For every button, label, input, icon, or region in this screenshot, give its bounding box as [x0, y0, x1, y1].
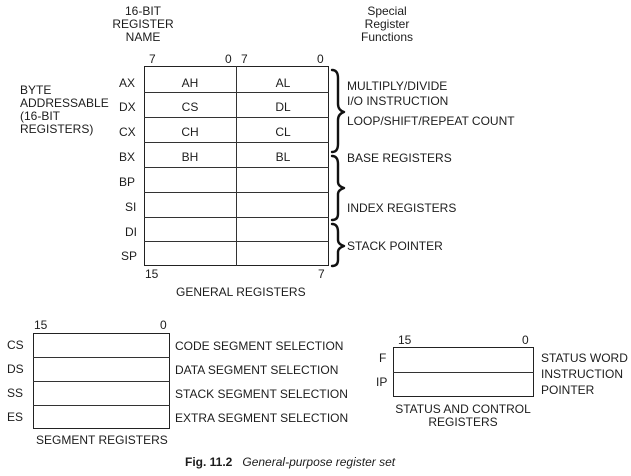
row-divider	[33, 381, 170, 382]
row-divider	[393, 372, 534, 373]
reg-name-ax: AX	[119, 76, 136, 90]
row-divider	[144, 117, 329, 118]
segment-registers-label: SEGMENT REGISTERS	[36, 433, 168, 447]
row-divider	[144, 142, 329, 143]
seg-desc-stack: STACK SEGMENT SELECTION	[175, 387, 348, 401]
cell-bh: BH	[181, 150, 199, 164]
fn-multiply-divide: MULTIPLY/DIVIDE	[347, 79, 448, 93]
reg-name-si: SI	[125, 200, 137, 214]
status-desc-pointer: POINTER	[541, 383, 595, 397]
fn-stack-pointer: STACK POINTER	[347, 239, 443, 253]
seg-bit-15: 15	[34, 318, 48, 332]
seg-bit-0: 0	[160, 318, 167, 332]
reg-name-cx: CX	[119, 125, 136, 139]
reg-name-sp: SP	[121, 249, 138, 263]
row-divider	[144, 167, 329, 168]
gr-bit-0-high: 0	[225, 52, 232, 66]
status-desc-word: STATUS WORD	[541, 351, 628, 365]
reg-name-bp: BP	[119, 175, 136, 189]
status-name-f: F	[379, 351, 387, 365]
gr-bit-15-bottom: 15	[145, 267, 159, 281]
reg-name-di: DI	[125, 225, 137, 239]
row-divider	[33, 357, 170, 358]
row-divider	[144, 92, 329, 93]
reg-name-dx: DX	[119, 100, 136, 114]
gr-bit-7-low: 7	[241, 52, 248, 66]
cell-ch: CH	[181, 125, 199, 139]
fn-index-registers: INDEX REGISTERS	[347, 201, 457, 215]
cell-dx-high: CS	[181, 100, 199, 114]
seg-name-cs: CS	[7, 338, 24, 352]
byte-divider	[236, 66, 237, 266]
gr-bit-7-bottom: 7	[318, 267, 325, 281]
function-column-title: Special Register Functions	[360, 4, 414, 44]
reg-name-bx: BX	[119, 150, 136, 164]
status-bit-15: 15	[398, 333, 412, 347]
seg-name-ds: DS	[7, 362, 24, 376]
figure-caption	[185, 455, 395, 469]
status-bit-0: 0	[522, 333, 529, 347]
row-divider	[144, 241, 329, 242]
fn-io-instruction: I/O INSTRUCTION	[347, 94, 449, 108]
figure-title: General-purpose register set	[242, 455, 396, 469]
gr-bit-0-low: 0	[317, 52, 324, 66]
cell-bl: BL	[275, 150, 291, 164]
row-divider	[33, 405, 170, 406]
gr-bit-7-high: 7	[149, 52, 156, 66]
status-desc-instruction: INSTRUCTION	[541, 367, 623, 381]
seg-name-ss: SS	[7, 386, 24, 400]
fn-loop-shift-repeat: LOOP/SHIFT/REPEAT COUNT	[347, 114, 515, 128]
cell-al: AL	[275, 76, 291, 90]
status-name-ip: IP	[376, 375, 388, 389]
cell-dl: DL	[275, 100, 291, 114]
cell-cl: CL	[275, 125, 291, 139]
seg-desc-extra: EXTRA SEGMENT SELECTION	[175, 411, 349, 425]
row-divider	[144, 217, 329, 218]
fn-base-registers: BASE REGISTERS	[347, 151, 452, 165]
status-control-label: STATUS AND CONTROL REGISTERS	[395, 402, 531, 429]
figure-number: Fig. 11.2	[185, 455, 233, 469]
row-divider	[144, 192, 329, 193]
seg-desc-data: DATA SEGMENT SELECTION	[175, 363, 339, 377]
seg-name-es: ES	[7, 410, 24, 424]
seg-desc-code: CODE SEGMENT SELECTION	[175, 339, 344, 353]
name-column-title: 16-BIT REGISTER NAME	[112, 4, 174, 44]
cell-ah: AH	[181, 76, 199, 90]
general-registers-label: GENERAL REGISTERS	[176, 285, 306, 299]
byte-addressable-note: BYTE ADDRESSABLE (16-BIT REGISTERS)	[20, 83, 109, 136]
